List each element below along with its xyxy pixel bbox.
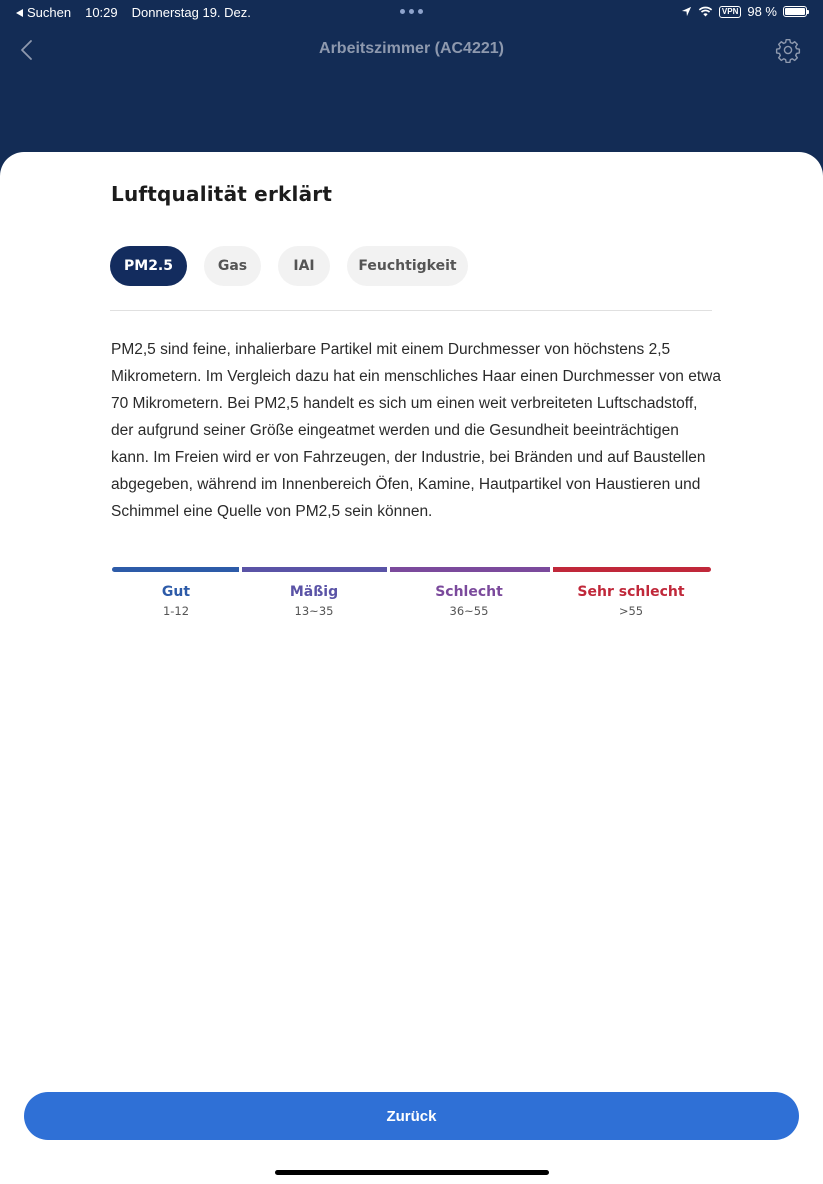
pm25-description: PM2,5 sind feine, inhalierbare Partikel mit einem Durchmesser von höchstens 2,5 Mikrometern. Im Vergleich dazu hat ein menschliches Haar einen Durchmesser von etwa 70 Mikrometern. Bei PM2,5 handelt es sich um einen weit verbreiteten Luftschadstoff, der aufgrund seiner Größe eingeatmet werden und die Gesundheit beeinträchtigen kann. Im Freien wird er von Fahrzeugen, der Industrie, bei Bränden und auf Baustellen abgegeben, während im Innenbereich Öfen, Kamine, Hautpartikel von Haustieren und Schimmel eine Quelle von PM2,5 sein können. bbox=[111, 341, 721, 520]
divider bbox=[110, 310, 712, 311]
battery-icon bbox=[783, 6, 807, 17]
back-button[interactable]: Zurück bbox=[24, 1092, 799, 1140]
back-to-app-link[interactable] bbox=[16, 5, 71, 20]
tab-pm25[interactable] bbox=[110, 246, 187, 286]
scale-range: 13~35 bbox=[294, 604, 334, 618]
tab-label: Feuchtigkeit bbox=[358, 258, 457, 274]
wifi-icon bbox=[698, 6, 713, 17]
location-icon bbox=[681, 6, 692, 17]
tab-label: Gas bbox=[217, 258, 248, 274]
tab-gas[interactable] bbox=[204, 246, 261, 286]
nav-bar bbox=[0, 30, 823, 70]
scale-range: 1-12 bbox=[162, 604, 190, 618]
scale-range: 36~55 bbox=[449, 604, 489, 618]
tab-bar bbox=[110, 246, 468, 286]
back-app-label: Suchen bbox=[27, 5, 72, 20]
tab-iai[interactable] bbox=[278, 246, 330, 286]
page-title: Luftqualität erklärt bbox=[111, 182, 333, 206]
scale-name: Mäßig bbox=[289, 584, 339, 600]
scale-name: Schlecht bbox=[435, 584, 503, 600]
home-indicator[interactable] bbox=[275, 1170, 549, 1175]
battery-percent: 98 % bbox=[747, 4, 777, 19]
scale-name: Sehr schlecht bbox=[577, 584, 685, 600]
nav-title: Arbeitszimmer (AC4221) bbox=[319, 40, 504, 57]
scale-label-gut bbox=[162, 584, 190, 618]
quality-scale bbox=[112, 567, 711, 622]
back-triangle-icon bbox=[16, 9, 23, 17]
multitasking-dots[interactable] bbox=[400, 9, 423, 14]
scale-name: Gut bbox=[161, 584, 191, 600]
status-date: Donnerstag 19. Dez. bbox=[131, 5, 251, 20]
vpn-badge: VPN bbox=[719, 6, 741, 18]
scale-label-sehr-schlecht bbox=[577, 584, 684, 618]
settings-gear-icon[interactable] bbox=[775, 37, 801, 63]
tab-feuchtigkeit[interactable] bbox=[347, 246, 468, 286]
scale-label-schlecht bbox=[435, 584, 503, 618]
content-sheet bbox=[0, 152, 823, 1184]
scale-range: >55 bbox=[618, 604, 644, 618]
scale-label-maessig bbox=[290, 584, 338, 618]
status-time: 10:29 bbox=[85, 5, 118, 20]
status-bar bbox=[0, 0, 823, 24]
tab-label: PM2.5 bbox=[124, 258, 173, 274]
tab-label: IAI bbox=[293, 258, 315, 274]
